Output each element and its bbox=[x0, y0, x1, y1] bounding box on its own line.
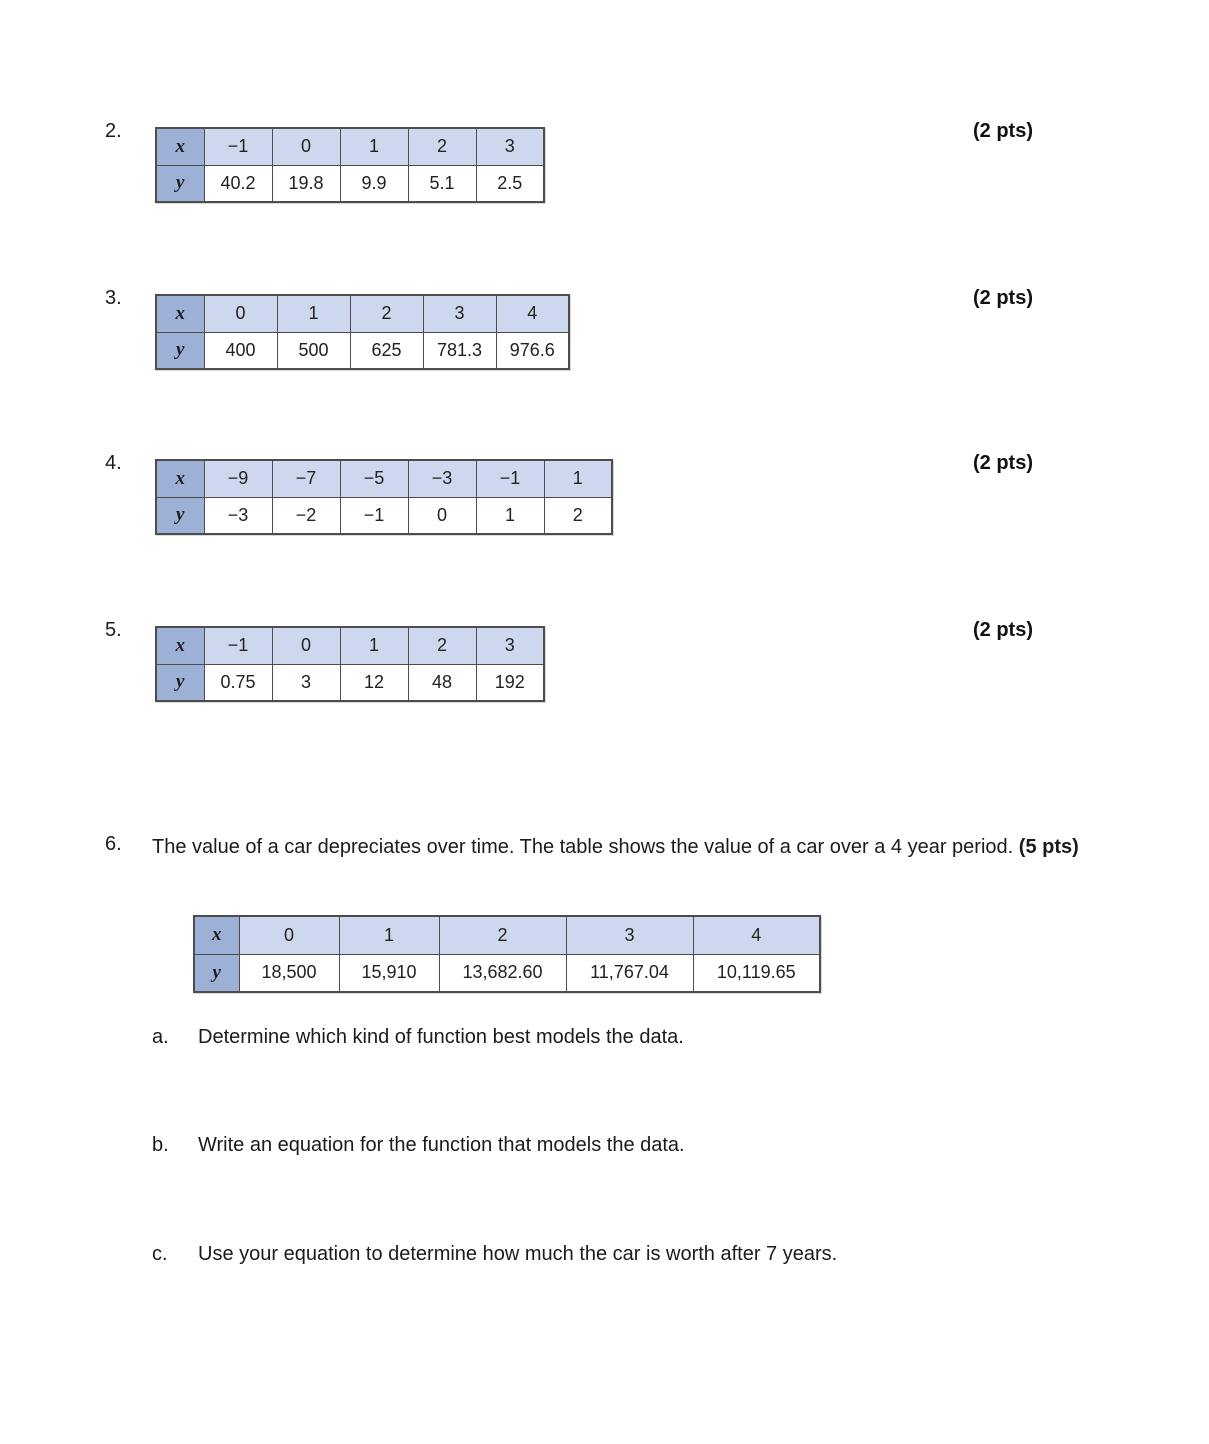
value-cell: 3 bbox=[423, 295, 496, 332]
value-cell: 0.75 bbox=[204, 664, 272, 701]
problem-2-number: 2. bbox=[105, 120, 122, 142]
problem-3-table bbox=[155, 294, 570, 370]
table-row-x bbox=[156, 295, 569, 332]
value-cell: 1 bbox=[339, 916, 439, 954]
problem-3-number: 3. bbox=[105, 287, 122, 309]
problem-4-number: 4. bbox=[105, 452, 122, 474]
problem-2-points: (2 pts) bbox=[973, 120, 1033, 142]
value-cell: 10,119.65 bbox=[693, 954, 820, 992]
row-label-x: x bbox=[156, 627, 204, 664]
problem-5-points: (2 pts) bbox=[973, 619, 1033, 641]
value-cell: 1 bbox=[544, 460, 612, 497]
value-cell: −1 bbox=[476, 460, 544, 497]
value-cell: 18,500 bbox=[239, 954, 339, 992]
table-row-x bbox=[156, 128, 544, 165]
value-cell: 781.3 bbox=[423, 332, 496, 369]
value-cell: 0 bbox=[204, 295, 277, 332]
row-label-y: y bbox=[156, 497, 204, 534]
value-cell: 0 bbox=[272, 627, 340, 664]
value-cell: 13,682.60 bbox=[439, 954, 566, 992]
value-cell: 1 bbox=[340, 627, 408, 664]
value-cell: 2.5 bbox=[476, 165, 544, 202]
value-cell: 11,767.04 bbox=[566, 954, 693, 992]
value-cell: 5.1 bbox=[408, 165, 476, 202]
problem-4-table bbox=[155, 459, 613, 535]
row-label-y: y bbox=[156, 165, 204, 202]
value-cell: 1 bbox=[277, 295, 350, 332]
value-cell: 2 bbox=[408, 627, 476, 664]
value-cell: 40.2 bbox=[204, 165, 272, 202]
problem-5-number: 5. bbox=[105, 619, 122, 641]
problem-6-text bbox=[152, 833, 1087, 861]
value-cell: 3 bbox=[566, 916, 693, 954]
value-cell: 9.9 bbox=[340, 165, 408, 202]
value-cell: 625 bbox=[350, 332, 423, 369]
problem-6-number: 6. bbox=[105, 833, 122, 855]
value-cell: 0 bbox=[408, 497, 476, 534]
value-cell: 500 bbox=[277, 332, 350, 369]
value-cell: −9 bbox=[204, 460, 272, 497]
subquestion-b-letter: b. bbox=[152, 1134, 169, 1156]
value-cell: −3 bbox=[204, 497, 272, 534]
problem-6-points: (5 pts) bbox=[1018, 836, 1079, 858]
value-cell: 0 bbox=[239, 916, 339, 954]
value-cell: −3 bbox=[408, 460, 476, 497]
value-cell: 2 bbox=[439, 916, 566, 954]
value-cell: 4 bbox=[496, 295, 569, 332]
problem-3-points: (2 pts) bbox=[973, 287, 1033, 309]
problem-2-table bbox=[155, 127, 545, 203]
table-row-y bbox=[156, 332, 569, 369]
value-cell: −7 bbox=[272, 460, 340, 497]
value-cell: 2 bbox=[544, 497, 612, 534]
row-label-x: x bbox=[156, 460, 204, 497]
value-cell: 3 bbox=[272, 664, 340, 701]
value-cell: 3 bbox=[476, 627, 544, 664]
table-row-y bbox=[156, 664, 544, 701]
subquestion-c-text: Use your equation to determine how much the car is worth after 7 years. bbox=[198, 1243, 838, 1265]
table-row-y bbox=[194, 954, 820, 992]
row-label-x: x bbox=[194, 916, 239, 954]
value-cell: 48 bbox=[408, 664, 476, 701]
value-cell: 2 bbox=[350, 295, 423, 332]
value-cell: −1 bbox=[340, 497, 408, 534]
table-row-y bbox=[156, 497, 612, 534]
row-label-y: y bbox=[156, 332, 204, 369]
subquestion-c-letter: c. bbox=[152, 1243, 168, 1265]
value-cell: 2 bbox=[408, 128, 476, 165]
table-row-x bbox=[156, 627, 544, 664]
subquestion-b-text: Write an equation for the function that models the data. bbox=[198, 1134, 685, 1156]
value-cell: 15,910 bbox=[339, 954, 439, 992]
problem-5-table bbox=[155, 626, 545, 702]
table-row-x bbox=[194, 916, 820, 954]
value-cell: −5 bbox=[340, 460, 408, 497]
subquestion-a-letter: a. bbox=[152, 1026, 169, 1048]
row-label-x: x bbox=[156, 128, 204, 165]
table-row-x bbox=[156, 460, 612, 497]
value-cell: 192 bbox=[476, 664, 544, 701]
value-cell: 1 bbox=[340, 128, 408, 165]
value-cell: 12 bbox=[340, 664, 408, 701]
subquestion-a-text: Determine which kind of function best models the data. bbox=[198, 1026, 684, 1048]
table-row-y bbox=[156, 165, 544, 202]
value-cell: 4 bbox=[693, 916, 820, 954]
problem-6-table bbox=[193, 915, 821, 993]
problem-4-points: (2 pts) bbox=[973, 452, 1033, 474]
value-cell: −1 bbox=[204, 128, 272, 165]
value-cell: −2 bbox=[272, 497, 340, 534]
value-cell: 400 bbox=[204, 332, 277, 369]
row-label-x: x bbox=[156, 295, 204, 332]
problem-6-statement: The value of a car depreciates over time. The table shows the value of a car over a 4 year period. bbox=[152, 836, 1014, 858]
value-cell: 0 bbox=[272, 128, 340, 165]
value-cell: 3 bbox=[476, 128, 544, 165]
row-label-y: y bbox=[156, 664, 204, 701]
value-cell: −1 bbox=[204, 627, 272, 664]
value-cell: 1 bbox=[476, 497, 544, 534]
row-label-y: y bbox=[194, 954, 239, 992]
value-cell: 19.8 bbox=[272, 165, 340, 202]
value-cell: 976.6 bbox=[496, 332, 569, 369]
